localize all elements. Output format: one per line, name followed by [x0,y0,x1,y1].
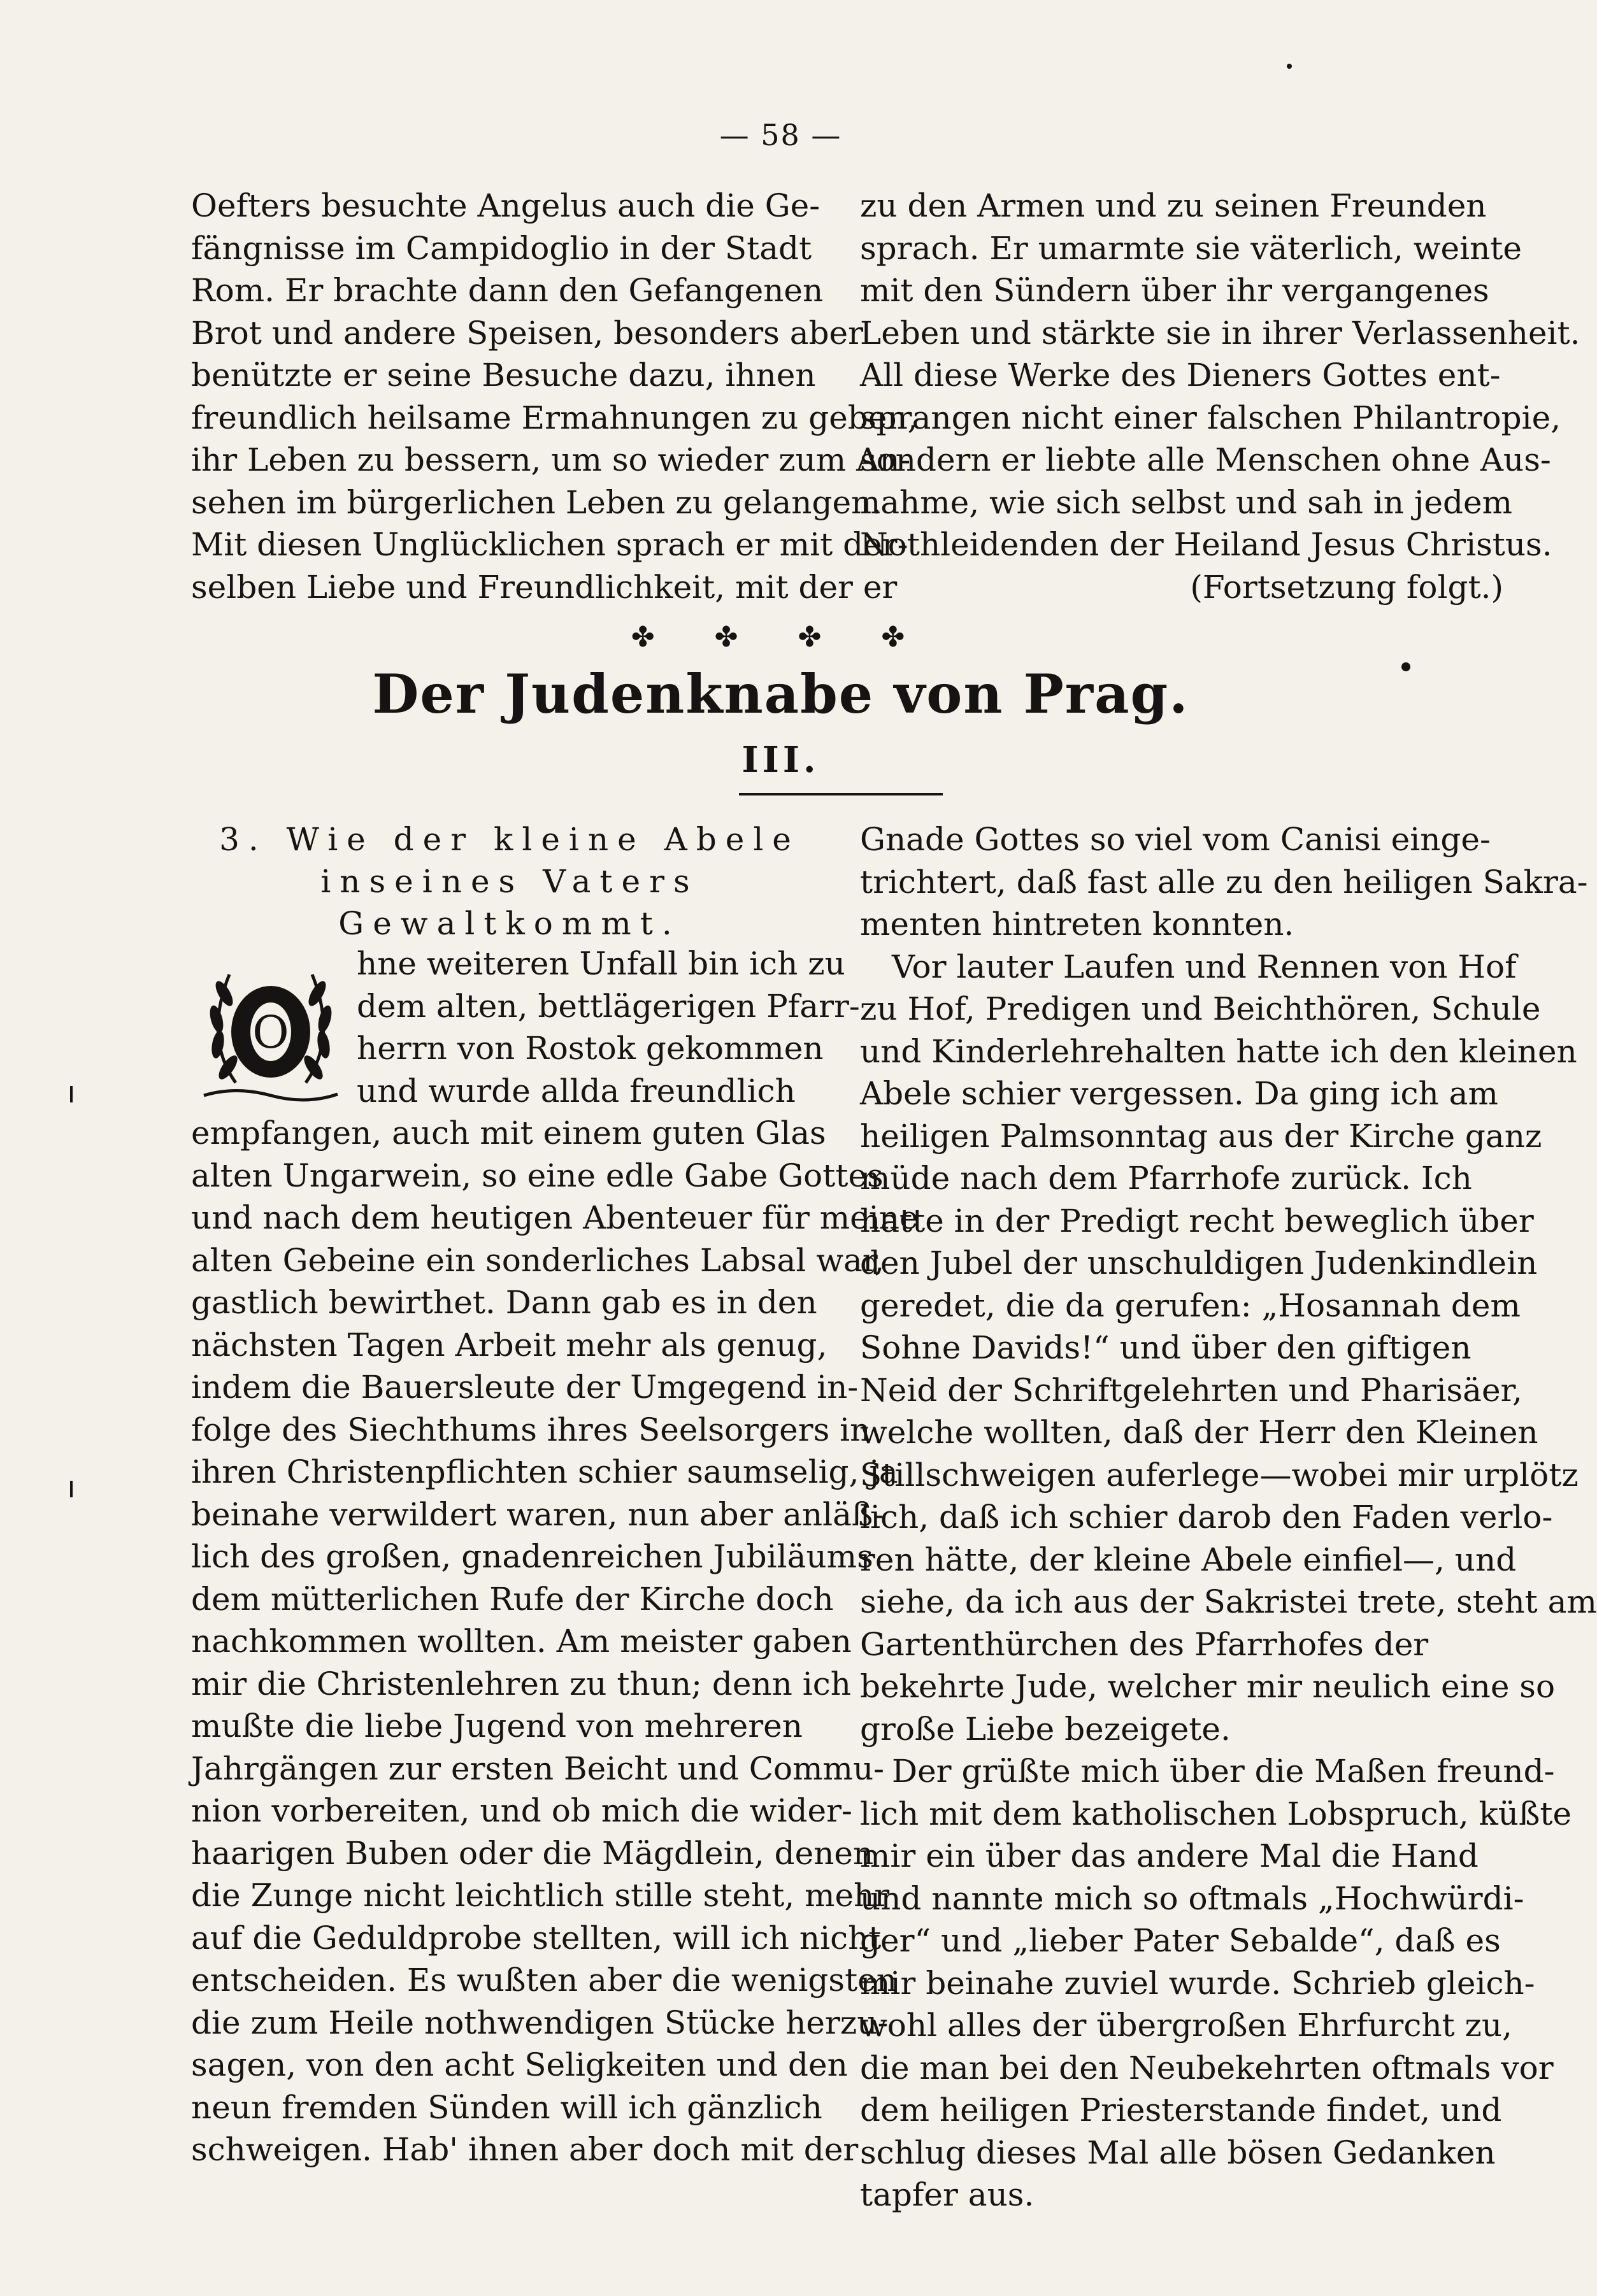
text-line: mußte die liebe Jugend von mehreren [191,1708,803,1744]
text-line: fängnisse im Campidoglio in der Stadt [191,229,812,267]
text-line: und nannte mich so oftmals „Hochwürdi- [860,1879,1524,1917]
text-line: mir ein über das andere Mal die Hand [860,1837,1479,1874]
print-speck [70,1481,73,1497]
text-line: müde nach dem Pfarrhofe zurück. Ich [860,1160,1472,1197]
title-rule [739,793,943,795]
print-speck [70,1086,73,1102]
text-line: ren hätte, der kleine Abele einfiel—, und [860,1541,1517,1578]
text-line: sprangen nicht einer falschen Philantropie, [860,399,1561,436]
text-line: Gartenthürchen des Pfarrhofes der [860,1625,1429,1663]
text-line: hatte in der Predigt recht beweglich über [860,1202,1534,1239]
text-line: nahme, wie sich selbst und sah in jedem [860,483,1512,521]
text-line: hne weiteren Unfall bin ich zu [357,945,845,982]
text-line: menten hintreten konnten. [860,906,1294,943]
text-line: nachkommen wollten. Am meister gaben [191,1623,852,1660]
text-line: 3. Wie der kleine Abele in [219,821,800,900]
text-line: neun fremden Sünden will ich gänzlich [191,2088,822,2126]
text-line: welche wollten, daß der Herr den Kleinen [860,1414,1538,1451]
text-line: Stillschweigen auferlege—wobei mir urplötz [860,1456,1579,1494]
text-line: haarigen Buben oder die Mägdlein, denen [191,1834,874,1872]
text-line: mir beinahe zuviel wurde. Schrieb gleich- [860,1964,1535,2002]
page-number: — 58 — [719,118,842,152]
text-line: Nothleidenden der Heiland Jesus Christus. [860,526,1552,563]
print-speck [1401,662,1410,671]
text-line: Rom. Er brachte dann den Gefangenen [191,272,824,309]
text-line: Vor lauter Laufen und Rennen von Hof [892,948,1517,985]
bottom-right-column [860,818,1597,2216]
text-line: Sohne Davids!“ und über den giftigen [860,1329,1472,1366]
print-speck [1287,64,1292,69]
text-line: und Kinderlehrehalten hatte ich den kleinen [860,1032,1577,1070]
text-line: benützte er seine Besuche dazu, ihnen [191,357,816,394]
text-line: mit den Sündern über ihr vergangenes [860,272,1489,309]
text-line: lich mit dem katholischen Lobspruch, küßte [860,1795,1572,1832]
article-title: Der Judenknabe von Prag. [372,662,1189,725]
text-line: geredet, die da gerufen: „Hosannah dem [860,1287,1521,1324]
text-line: zu den Armen und zu seinen Freunden [860,187,1487,224]
top-left-column [191,185,918,608]
text-line: selben Liebe und Freundlichkeit, mit der er [191,568,898,606]
text-line: lich, daß ich schier darob den Faden verlo- [860,1499,1553,1536]
text-line: wohl alles der übergroßen Ehrfurcht zu, [860,2007,1512,2044]
text-line: die man bei den Neubekehrten oftmals vor [860,2049,1554,2086]
text-line: alten Gebeine ein sonderliches Labsal war, [191,1241,885,1279]
text-line: Leben und stärkte sie in ihrer Verlassenheit. [860,314,1580,352]
chapter-sub-heading [191,818,828,945]
text-line: sagen, von den acht Seligkeiten und den [191,2046,848,2083]
text-line: empfangen, auch mit einem guten Glas [191,1115,826,1152]
text-line: und nach dem heutigen Abenteuer für meine [191,1199,919,1236]
text-line: folge des Siechthums ihres Seelsorgers in [191,1411,871,1448]
text-line: schweigen. Hab' ihnen aber doch mit der [191,2131,859,2168]
text-line: schlug dieses Mal alle bösen Gedanken [860,2134,1496,2171]
text-line: Mit diesen Unglücklichen sprach er mit der- [191,526,908,563]
text-line: gastlich bewirthet. Dann gab es in den [191,1284,817,1321]
text-line: ihren Christenpflichten schier saumselig, ja [191,1453,898,1490]
text-line: sondern er liebte alle Menschen ohne Aus- [860,441,1551,478]
text-line: beinahe verwildert waren, nun aber anläß- [191,1495,884,1533]
text-line: seines Vaters Gewalt [338,863,699,942]
drop-cap-letter: O [252,1006,289,1059]
text-line: trichtert, daß fast alle zu den heiligen Sakra- [860,863,1588,901]
to-be-continued: (Fortsetzung folgt.) [1190,568,1503,606]
text-line: dem alten, bettlägerigen Pfarr- [357,987,860,1025]
text-line: indem die Bauersleute der Umgegend in- [191,1369,859,1406]
text-line: die zum Heile nothwendigen Stücke herzu- [191,2004,889,2041]
text-line: Gnade Gottes so viel vom Canisi einge- [860,821,1491,858]
text-line: nächsten Tagen Arbeit mehr als genug, [191,1326,827,1364]
text-line: große Liebe bezeigete. [860,1710,1231,1748]
text-line: kommt. [505,905,681,942]
text-line: Oefters besuchte Angelus auch die Ge- [191,187,820,224]
text-line: freundlich heilsame Ermahnungen zu geben, [191,399,918,436]
text-line: Brot und andere Speisen, besonders aber [191,314,864,352]
text-line: siehe, da ich aus der Sakristei trete, steht am [860,1583,1597,1620]
text-line: heiligen Palmsonntag aus der Kirche ganz [860,1117,1542,1155]
text-line: Jahrgängen zur ersten Beicht und Commu- [191,1750,885,1787]
text-line: mir die Christenlehren zu thun; denn ich [191,1665,851,1702]
text-line: herrn von Rostok gekommen [357,1030,824,1067]
text-line: nion vorbereiten, und ob mich die wider- [191,1792,852,1829]
text-line: ger“ und „lieber Pater Sebalde“, daß es [860,1922,1501,1959]
chapter-number: III. [741,739,820,781]
text-line: sehen im bürgerlichen Leben zu gelangen. [191,483,882,521]
text-line: ihr Leben zu bessern, um so wieder zum An- [191,441,911,478]
text-line: Der grüßte mich über die Maßen freund- [892,1753,1555,1790]
text-line: sprach. Er umarmte sie väterlich, weinte [860,229,1522,267]
text-line: alten Ungarwein, so eine edle Gabe Gottes [191,1157,884,1194]
text-line: Neid der Schriftgelehrten und Pharisäer, [860,1371,1522,1409]
text-line: dem mütterlichen Rufe der Kirche doch [191,1580,834,1618]
text-line: bekehrte Jude, welcher mir neulich eine so [860,1668,1556,1705]
text-line: zu Hof, Predigen und Beichthören, Schule [860,990,1541,1027]
text-line: entscheiden. Es wußten aber die wenigsten [191,1962,897,1999]
text-line: dem heiligen Priesterstande findet, und [860,2092,1502,2128]
text-line: und wurde allda freundlich [357,1072,796,1109]
text-line: All diese Werke des Dieners Gottes ent- [860,357,1501,394]
text-line: Abele schier vergessen. Da ging ich am [860,1075,1498,1112]
text-line: tapfer aus. [860,2176,1035,2213]
top-right-column [860,185,1580,608]
text-line: auf die Geduldprobe stellten, will ich nicht [191,1919,882,1957]
text-line: die Zunge nicht leichtlich stille steht, mehr [191,1877,890,1914]
text-line: lich des großen, gnadenreichen Jubiläums [191,1538,873,1575]
section-ornament: ✤ ✤ ✤ ✤ [631,621,931,653]
text-line: den Jubel der unschuldigen Judenkindlein [860,1244,1538,1281]
bottom-left-column [191,943,919,2171]
